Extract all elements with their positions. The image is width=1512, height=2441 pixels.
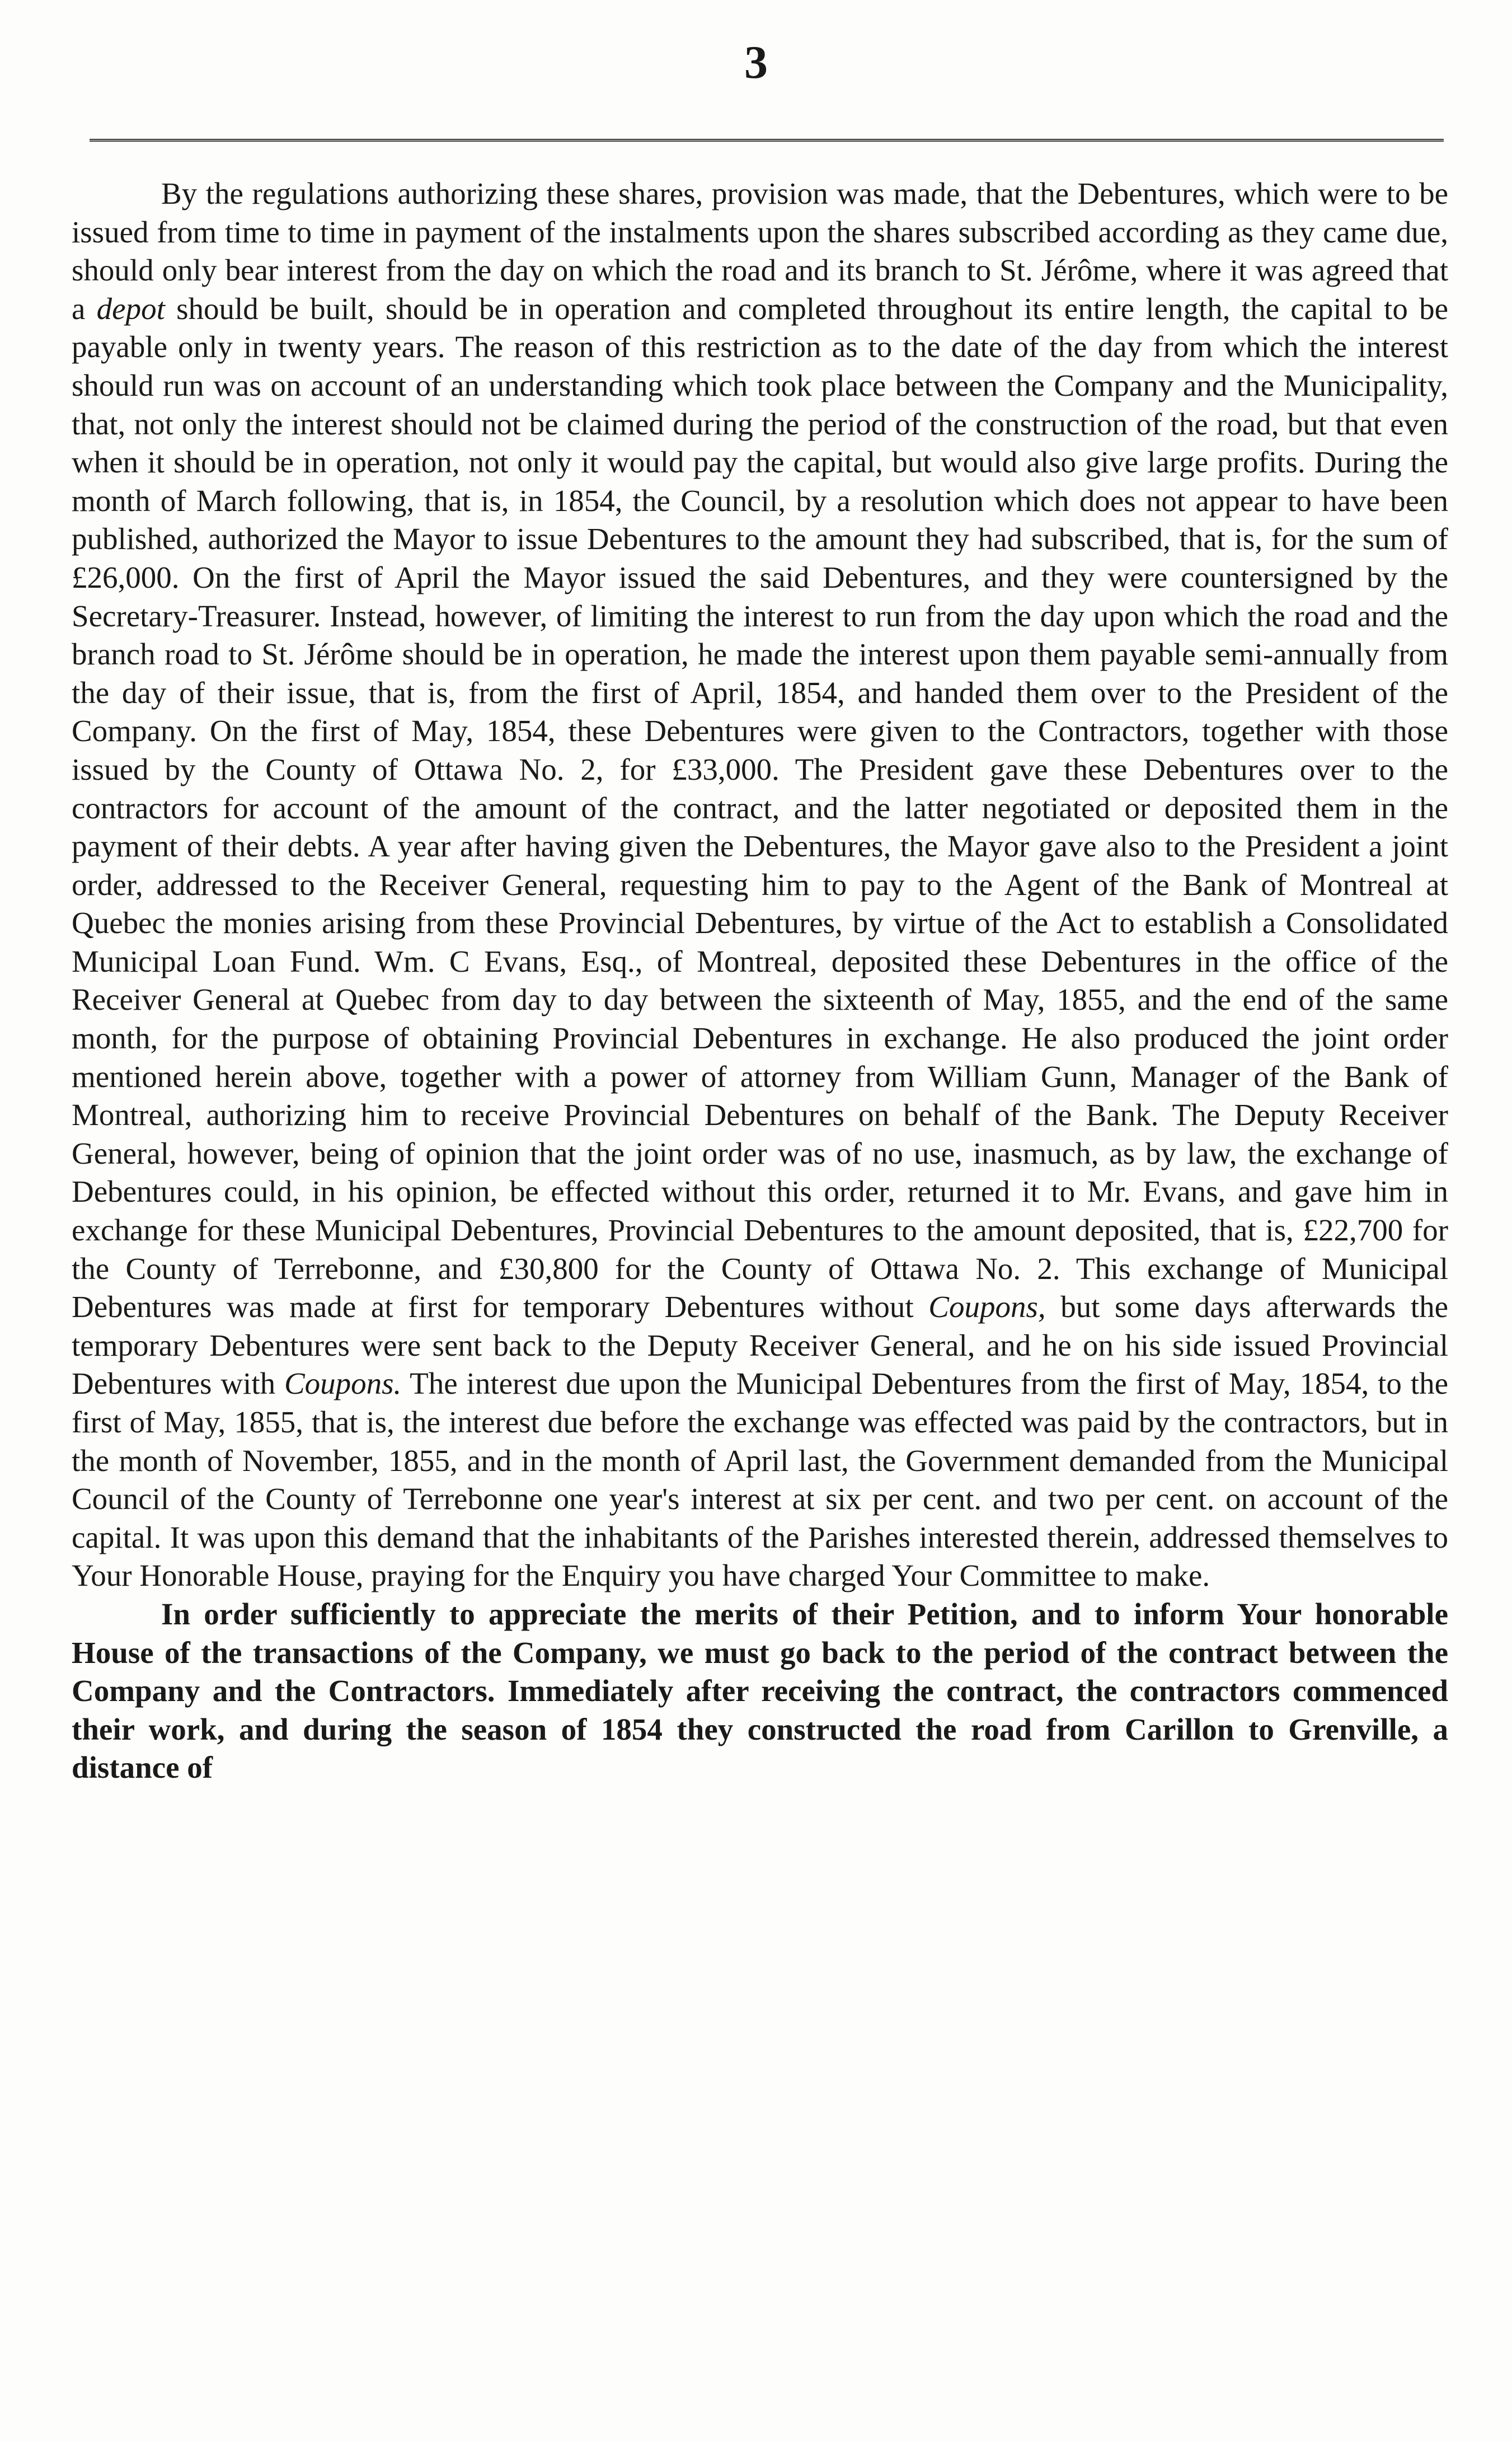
text-segment-italic: depot <box>96 291 165 326</box>
text-segment: should be built, should be in operation and completed throughout its entire length, the capital to be payable only in twenty years. The reason of this restriction as to the date of the day from which the interest should run was on account of an understanding which took place between the Company and the Municipality, that, not only the interest should not be claimed during the period of the construction of the road, but that even when it should be in operation, not only it would pay the capital, but would also give large profits. During the month of March following, that is, in 1854, the Council, by a resolution which does not appear to have been published, authorized the Mayor to issue Debentures to the amount they had subscribed, that is, for the sum of £26,000. On the first of April the Mayor issued the said Debentures, and they were countersigned by the Secretary-Treasurer. Instead, however, of limiting the interest to run from the day upon which the road and the branch road to St. Jérôme should be in operation, he made the interest upon them payable semi-annually from the day of their issue, that is, from the first of April, 1854, and handed them over to the President of the Company. On the first of May, 1854, these Debentures were given to the Contractors, together with those issued by the County of Ottawa No. 2, for £33,000. The President gave these Debentures over to the contractors for account of the amount of the contract, and the latter negotiated or deposited them in the payment of their debts. A year after having given the Debentures, the Mayor gave also to the President a joint order, addressed to the Receiver General, requesting him to pay to the Agent of the Bank of Montreal at Quebec the monies arising from these Provincial Debentures, by virtue of the Act to establish a Consolidated Municipal Loan Fund. Wm. C Evans, Esq., of Montreal, deposited these Debentures in the office of the Receiver General at Quebec from day to day between the sixteenth of May, 1855, and the end of the same month, for the purpose of obtaining Provincial Debentures in exchange. He also produced the joint order mentioned herein above, together with a power of attorney from William Gunn, Manager of the Bank of Montreal, authorizing him to receive Provincial Debentures on behalf of the Bank. The Deputy Receiver General, however, being of opinion that the joint order was of no use, inasmuch, as by law, the exchange of Debentures could, in his opinion, be effected without this order, returned it to Mr. Evans, and gave him in exchange for these Municipal Debentures, Provincial Debentures to the amount deposited, that is, £22,700 for the County of Terrebonne, and £30,800 for the County of Ottawa No. 2. This exchange of Municipal Debentures was made at first for temporary Debentures without <box>72 291 1448 1324</box>
text-segment: but some days afterwards the temporary Debentures were sent back to the Deputy Receiver General, and he on his side issued Provincial Debentures with <box>72 1290 1448 1401</box>
page-number: 3 <box>744 36 768 88</box>
text-segment: The interest due upon the Municipal Debentures from the first of May, 1854, to the first of May, 1855, that is, the interest due before the exchange was effected was paid by the contractors, but in the month of November, 1855, and in the month of April last, the Government demanded from the Municipal Council of the County of Terrebonne one year's interest at six per cent. and two per cent. on account of the capital. It was upon this demand that the inhabitants of the Parishes interested therein, addressed themselves to Your Honorable House, praying for the Enquiry you have charged Your Committee to make. <box>72 1366 1448 1593</box>
text-segment: By the regulations authorizing these shares, provision was made, that the Debentures, which were to be issued from time to time in payment of the instalments upon the shares subscribed according as they came due, should only bear interest from the day on which the road and its branch to St. Jérôme, where it was agreed that a <box>72 176 1448 326</box>
paragraph-2 <box>72 1595 1448 1787</box>
text-segment-italic: Coupons. <box>284 1366 402 1401</box>
text-segment: In order sufficiently to appreciate the merits of their Petition, and to inform Your honorable House of the transactions of the Company, we must go back to the period of the contract between the Company and the Contractors. Immediately after receiving the contract, the contractors commenced their work, and during the season of 1854 they constructed the road from Carillon to Grenville, a distance of <box>72 1596 1448 1785</box>
text-segment-italic: Coupons, <box>928 1290 1046 1324</box>
header-rule <box>90 139 1444 142</box>
paragraph-1 <box>72 175 1448 1595</box>
document-body <box>72 175 1448 1787</box>
